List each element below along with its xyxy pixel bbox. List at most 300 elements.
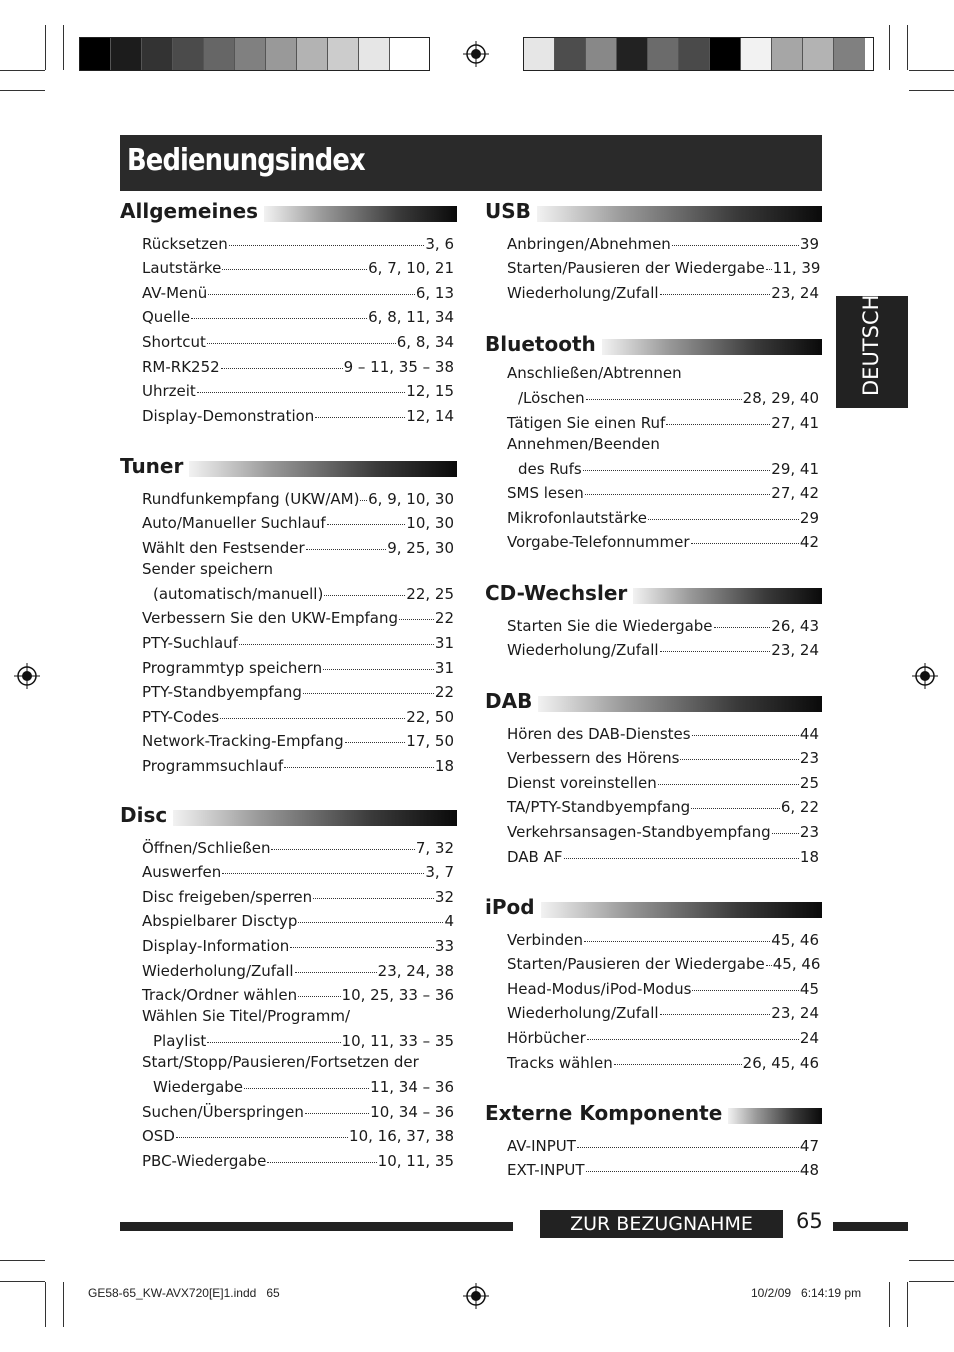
index-section	[120, 199, 457, 428]
entry-text: Shortcut	[142, 332, 206, 351]
dot-leader	[327, 524, 406, 525]
entry-text: AV-INPUT	[507, 1136, 576, 1155]
entry-pages: 45, 46	[771, 930, 819, 949]
entry-text: Starten/Pausieren der Wiedergabe	[507, 955, 765, 974]
index-entry	[142, 1124, 454, 1149]
entry-pages: 39	[799, 234, 819, 253]
entry-text: des Rufs	[518, 459, 582, 478]
entry-text: Starten Sie die Wiedergabe	[507, 616, 713, 635]
entry-text: Playlist	[153, 1032, 207, 1051]
entry-text-line1: Wählen Sie Titel/Programm/	[142, 1007, 351, 1026]
color-swatch	[772, 38, 803, 70]
entry-text: Starten/Pausieren der Wiedergabe	[507, 259, 765, 278]
index-entry	[507, 231, 819, 256]
entry-pages: 4	[444, 912, 454, 931]
section-heading	[485, 199, 822, 225]
dot-leader	[584, 941, 770, 942]
dot-leader	[680, 759, 798, 760]
crop-mark	[889, 25, 890, 70]
entry-text: /Löschen	[518, 389, 585, 407]
entry-pages: 22	[434, 683, 454, 702]
color-swatch	[266, 38, 297, 70]
entry-text-line1: Annehmen/Beenden	[507, 434, 660, 453]
section-heading-label: USB	[485, 199, 537, 223]
dot-leader	[766, 965, 772, 966]
index-entry	[507, 410, 819, 435]
index-entry	[507, 844, 819, 869]
dot-leader	[658, 784, 799, 785]
dot-leader	[345, 742, 406, 743]
index-entry	[507, 1133, 819, 1158]
slug-date: 10/2/09 6:14:19 pm	[751, 1286, 862, 1300]
section-heading	[120, 199, 457, 225]
entry-pages: 18	[434, 756, 454, 775]
crop-mark	[0, 90, 45, 91]
dot-leader	[692, 990, 799, 991]
index-entry	[507, 364, 819, 410]
section-heading-label: CD-Wechsler	[485, 581, 633, 605]
section-heading-label: DAB	[485, 689, 538, 713]
entry-pages: 6, 7, 10, 21	[368, 259, 454, 278]
dot-leader	[772, 833, 799, 834]
entry-pages: 3, 7	[425, 863, 454, 882]
entry-text: Auswerfen	[142, 863, 222, 882]
color-swatch	[586, 38, 617, 70]
index-entry	[507, 481, 819, 506]
entry-pages: 31	[434, 658, 454, 677]
index-entry	[142, 379, 454, 404]
crop-mark	[45, 25, 46, 70]
entry-text: (automatisch/manuell)	[153, 584, 324, 603]
index-entry	[142, 256, 454, 281]
index-entry	[142, 305, 454, 330]
index-section	[485, 581, 822, 662]
entry-text: Lautstärke	[142, 259, 222, 278]
entry-pages: 33	[434, 936, 454, 955]
entry-list	[507, 1133, 819, 1182]
index-entry	[507, 256, 819, 281]
entry-text: Anbringen/Abnehmen	[507, 234, 671, 253]
dot-leader	[305, 1113, 369, 1114]
entry-pages: 27, 41	[771, 413, 819, 432]
entry-text: Wiederholung/Zufall	[142, 961, 294, 980]
entry-pages: 45, 46	[772, 955, 821, 974]
index-entry	[507, 1050, 819, 1075]
color-swatch	[390, 38, 421, 70]
heading-gradient-bar	[537, 206, 822, 222]
heading-gradient-bar	[538, 696, 822, 712]
entry-pages: 23	[799, 749, 819, 768]
entry-pages: 10, 30	[406, 514, 454, 533]
dot-leader	[660, 294, 771, 295]
entry-text: Rücksetzen	[142, 234, 228, 253]
entry-pages: 18	[799, 847, 819, 866]
index-entry	[507, 1001, 819, 1026]
entry-text: Network-Tracking-Empfang	[142, 732, 344, 751]
entry-text: TA/PTY-Standbyempfang	[507, 798, 691, 817]
entry-text: Hören des DAB-Dienstes	[507, 724, 691, 743]
index-entry	[142, 606, 454, 631]
entry-text: Uhrzeit	[142, 382, 196, 401]
heading-gradient-bar	[728, 1108, 822, 1124]
entry-pages: 26, 45, 46	[742, 1053, 819, 1072]
entry-pages: 6, 13	[415, 283, 454, 302]
color-swatch	[235, 38, 266, 70]
title-bar	[120, 135, 822, 191]
dot-leader	[714, 627, 771, 628]
entry-text: AV-Menü	[142, 283, 208, 302]
entry-pages: 9 – 11, 35 – 38	[343, 357, 454, 376]
entry-pages: 7, 32	[415, 838, 454, 857]
dot-leader	[290, 947, 434, 948]
index-entry	[142, 729, 454, 754]
entry-text: Verbessern Sie den UKW-Empfang	[142, 609, 399, 628]
heading-gradient-bar	[173, 810, 457, 826]
entry-text: Wiederholung/Zufall	[507, 283, 659, 302]
section-heading	[485, 895, 822, 921]
crop-mark	[907, 25, 908, 70]
entry-pages: 29	[799, 508, 819, 527]
dot-leader	[360, 500, 367, 501]
index-entry	[507, 952, 819, 977]
entry-text: Wiedergabe	[153, 1078, 244, 1097]
entry-text: SMS lesen	[507, 484, 584, 503]
color-swatch	[328, 38, 359, 70]
heading-gradient-bar	[602, 339, 822, 355]
index-entry	[142, 835, 454, 860]
index-section	[485, 689, 822, 869]
entry-pages: 10, 25, 33 – 36	[341, 986, 454, 1005]
entry-pages: 23, 24, 38	[377, 961, 454, 980]
section-heading-label: Externe Komponente	[485, 1101, 728, 1125]
index-entry	[507, 927, 819, 952]
dot-leader	[313, 898, 434, 899]
dot-leader	[271, 849, 414, 850]
heading-gradient-bar	[541, 902, 822, 918]
color-swatch	[111, 38, 142, 70]
index-entry	[142, 983, 454, 1008]
dot-leader	[295, 972, 377, 973]
dot-leader	[323, 669, 434, 670]
index-entry	[507, 530, 819, 555]
heading-gradient-bar	[189, 461, 457, 477]
dot-leader	[691, 808, 780, 809]
crop-mark	[63, 25, 64, 70]
index-entry	[142, 403, 454, 428]
entry-text: DAB AF	[507, 847, 563, 866]
index-entry	[142, 630, 454, 655]
entry-pages: 23	[799, 822, 819, 841]
index-entry	[142, 1007, 454, 1053]
entry-pages: 48	[799, 1161, 819, 1180]
index-entry	[142, 486, 454, 511]
section-heading-label: Allgemeines	[120, 199, 264, 223]
color-swatch	[555, 38, 586, 70]
dot-leader	[191, 318, 367, 319]
entry-text: Rundfunkempfang (UKW/AM)	[142, 489, 360, 508]
index-entry	[507, 1158, 819, 1183]
color-swatch	[173, 38, 204, 70]
index-entry	[507, 435, 819, 481]
entry-text: Quelle	[142, 308, 191, 327]
color-bar-right	[523, 37, 874, 71]
color-bar-left	[79, 37, 430, 71]
entry-pages: 10, 16, 37, 38	[349, 1127, 454, 1146]
dot-leader	[267, 1162, 376, 1163]
dot-leader	[220, 718, 405, 719]
dot-leader	[766, 269, 772, 270]
index-entry	[507, 976, 819, 1001]
entry-text: Wiederholung/Zufall	[507, 1004, 659, 1023]
entry-pages: 12, 14	[406, 406, 454, 425]
registration-mark-icon	[463, 41, 489, 67]
color-swatch	[741, 38, 772, 70]
index-section	[485, 199, 822, 305]
entry-pages: 9, 25, 30	[387, 538, 454, 557]
color-swatch	[710, 38, 741, 70]
entry-pages: 17, 50	[406, 732, 454, 751]
entry-list	[142, 231, 454, 428]
entry-text: Wiederholung/Zufall	[507, 641, 659, 660]
index-entry	[142, 329, 454, 354]
section-heading	[485, 332, 822, 358]
entry-pages: 29, 41	[771, 459, 819, 478]
entry-pages: 10, 11, 33 – 35	[341, 1032, 454, 1051]
language-tab	[836, 296, 908, 408]
dot-leader	[298, 996, 340, 997]
entry-text: Vorgabe-Telefonnummer	[507, 533, 690, 552]
index-section	[485, 895, 822, 1075]
entry-pages: 23, 24	[771, 1004, 819, 1023]
color-swatch	[80, 38, 111, 70]
heading-gradient-bar	[633, 588, 822, 604]
dot-leader	[583, 470, 771, 471]
entry-text: Display-Demonstration	[142, 406, 315, 425]
index-entry	[142, 1148, 454, 1173]
dot-leader	[666, 424, 770, 425]
entry-text: Disc freigeben/sperren	[142, 887, 313, 906]
dot-leader	[648, 519, 799, 520]
dot-leader	[221, 368, 343, 369]
crop-mark	[909, 1260, 954, 1261]
index-entry	[142, 280, 454, 305]
entry-text: Dienst voreinstellen	[507, 773, 657, 792]
dot-leader	[315, 417, 405, 418]
footer-section-label: ZUR BEZUGNAHME	[540, 1210, 783, 1238]
crop-mark	[63, 1282, 64, 1327]
dot-leader	[229, 245, 425, 246]
index-section	[485, 332, 822, 554]
entry-text: RM-RK252	[142, 357, 220, 376]
index-entry	[142, 884, 454, 909]
entry-pages: 22, 25	[406, 584, 454, 603]
entry-list	[507, 613, 819, 662]
color-swatch	[204, 38, 235, 70]
crop-mark	[909, 90, 954, 91]
index-section	[485, 1101, 822, 1182]
index-entry	[507, 1025, 819, 1050]
index-entry	[142, 958, 454, 983]
dot-leader	[284, 767, 434, 768]
entry-pages: 23, 24	[771, 641, 819, 660]
entry-list	[507, 927, 819, 1075]
color-swatch	[142, 38, 173, 70]
crop-mark	[907, 1282, 908, 1327]
entry-pages: 22, 50	[406, 707, 454, 726]
slug-file: GE58-65_KW-AVX720[E]1.indd 65	[88, 1286, 280, 1300]
entry-pages: 32	[434, 887, 454, 906]
entry-list	[507, 364, 819, 554]
registration-mark-icon	[912, 663, 938, 689]
index-entry	[142, 1053, 454, 1099]
entry-text-line1: Anschließen/Abtrennen	[507, 364, 682, 382]
dot-leader	[672, 245, 799, 246]
entry-pages: 47	[799, 1136, 819, 1155]
dot-leader	[399, 619, 434, 620]
index-entry	[142, 535, 454, 560]
entry-text: Display-Information	[142, 936, 290, 955]
entry-text: Wählt den Festsender	[142, 538, 305, 557]
entry-pages: 22	[434, 609, 454, 628]
index-entry	[507, 505, 819, 530]
color-swatch	[617, 38, 648, 70]
entry-text: Tätigen Sie einen Ruf	[507, 413, 666, 432]
index-entry	[507, 721, 819, 746]
index-section	[120, 454, 457, 778]
registration-mark-icon	[14, 663, 40, 689]
heading-gradient-bar	[264, 206, 457, 222]
index-entry	[142, 1099, 454, 1124]
index-entry	[507, 613, 819, 638]
index-entry	[142, 704, 454, 729]
dot-leader	[587, 1039, 799, 1040]
entry-text: Abspielbarer Disctyp	[142, 912, 298, 931]
dot-leader	[298, 922, 443, 923]
dot-leader	[303, 693, 434, 694]
entry-pages: 3, 6	[425, 234, 454, 253]
entry-pages: 28, 29, 40	[742, 389, 819, 407]
color-swatch	[679, 38, 710, 70]
entry-text: OSD	[142, 1127, 175, 1146]
color-swatch	[524, 38, 555, 70]
entry-text: Verbessern des Hörens	[507, 749, 680, 768]
dot-leader	[208, 294, 415, 295]
entry-pages: 6, 8, 11, 34	[368, 308, 454, 327]
entry-text: PTY-Suchlauf	[142, 633, 238, 652]
entry-pages: 23, 24	[771, 283, 819, 302]
dot-leader	[207, 343, 396, 344]
index-entry	[507, 795, 819, 820]
dot-leader	[222, 269, 367, 270]
index-entry	[142, 860, 454, 885]
dot-leader	[176, 1137, 348, 1138]
dot-leader	[586, 399, 742, 400]
entry-pages: 44	[799, 724, 819, 743]
section-heading-label: Disc	[120, 803, 173, 827]
dot-leader	[586, 1171, 799, 1172]
entry-list	[507, 231, 819, 305]
entry-pages: 45	[799, 979, 819, 998]
dot-leader	[306, 549, 387, 550]
entry-text: Verkehrsansagen-Standbyempfang	[507, 822, 771, 841]
dot-leader	[239, 644, 434, 645]
footer-rule	[833, 1222, 908, 1231]
entry-text: Mikrofonlautstärke	[507, 508, 647, 527]
entry-text: Verbinden	[507, 930, 583, 949]
page-number: 65	[796, 1209, 823, 1233]
dot-leader	[691, 543, 799, 544]
index-entry	[142, 511, 454, 536]
crop-mark	[909, 70, 954, 71]
index-entry	[507, 638, 819, 663]
entry-pages: 10, 11, 35	[377, 1151, 454, 1170]
entry-text-line1: Sender speichern	[142, 559, 274, 578]
section-heading	[485, 1101, 822, 1127]
index-entry	[507, 770, 819, 795]
dot-leader	[614, 1064, 742, 1065]
entry-pages: 31	[434, 633, 454, 652]
section-heading	[485, 581, 822, 607]
entry-text: PTY-Standbyempfang	[142, 683, 302, 702]
dot-leader	[207, 1042, 340, 1043]
section-heading-label: Bluetooth	[485, 332, 602, 356]
index-entry	[142, 655, 454, 680]
dot-leader	[692, 735, 799, 736]
index-entry	[507, 819, 819, 844]
crop-mark	[0, 70, 45, 71]
entry-pages: 11, 34 – 36	[370, 1078, 454, 1097]
language-tab-label: DEUTSCH	[859, 294, 883, 396]
dot-leader	[585, 494, 771, 495]
entry-text: Programmsuchlauf	[142, 756, 284, 775]
index-entry	[142, 753, 454, 778]
entry-list	[142, 486, 454, 778]
index-entry	[507, 280, 819, 305]
index-entry	[142, 354, 454, 379]
entry-text: Suchen/Überspringen	[142, 1102, 304, 1121]
index-entry	[142, 231, 454, 256]
index-entry	[142, 560, 454, 606]
entry-text: PTY-Codes	[142, 707, 220, 726]
dot-leader	[197, 392, 405, 393]
entry-text: Track/Ordner wählen	[142, 986, 298, 1005]
crop-mark	[0, 1260, 45, 1261]
section-heading-label: Tuner	[120, 454, 189, 478]
entry-pages: 42	[799, 533, 819, 552]
entry-pages: 25	[799, 773, 819, 792]
index-section	[120, 803, 457, 1173]
crop-mark	[45, 1282, 46, 1327]
entry-text: Auto/Manueller Suchlauf	[142, 514, 326, 533]
index-entry	[142, 933, 454, 958]
crop-mark	[909, 1281, 954, 1282]
entry-text: Hörbücher	[507, 1028, 586, 1047]
color-swatch	[359, 38, 390, 70]
dot-leader	[564, 858, 799, 859]
entry-list	[142, 835, 454, 1173]
color-swatch	[648, 38, 679, 70]
dot-leader	[577, 1147, 799, 1148]
entry-pages: 12, 15	[406, 382, 454, 401]
entry-text-line1: Start/Stopp/Pausieren/Fortsetzen der	[142, 1053, 419, 1072]
page-title: Bedienungsindex	[127, 143, 365, 178]
section-heading	[120, 803, 457, 829]
entry-text: EXT-INPUT	[507, 1161, 585, 1180]
section-heading-label: iPod	[485, 895, 541, 919]
dot-leader	[660, 651, 771, 652]
dot-leader	[660, 1014, 771, 1015]
entry-text: Programmtyp speichern	[142, 658, 323, 677]
